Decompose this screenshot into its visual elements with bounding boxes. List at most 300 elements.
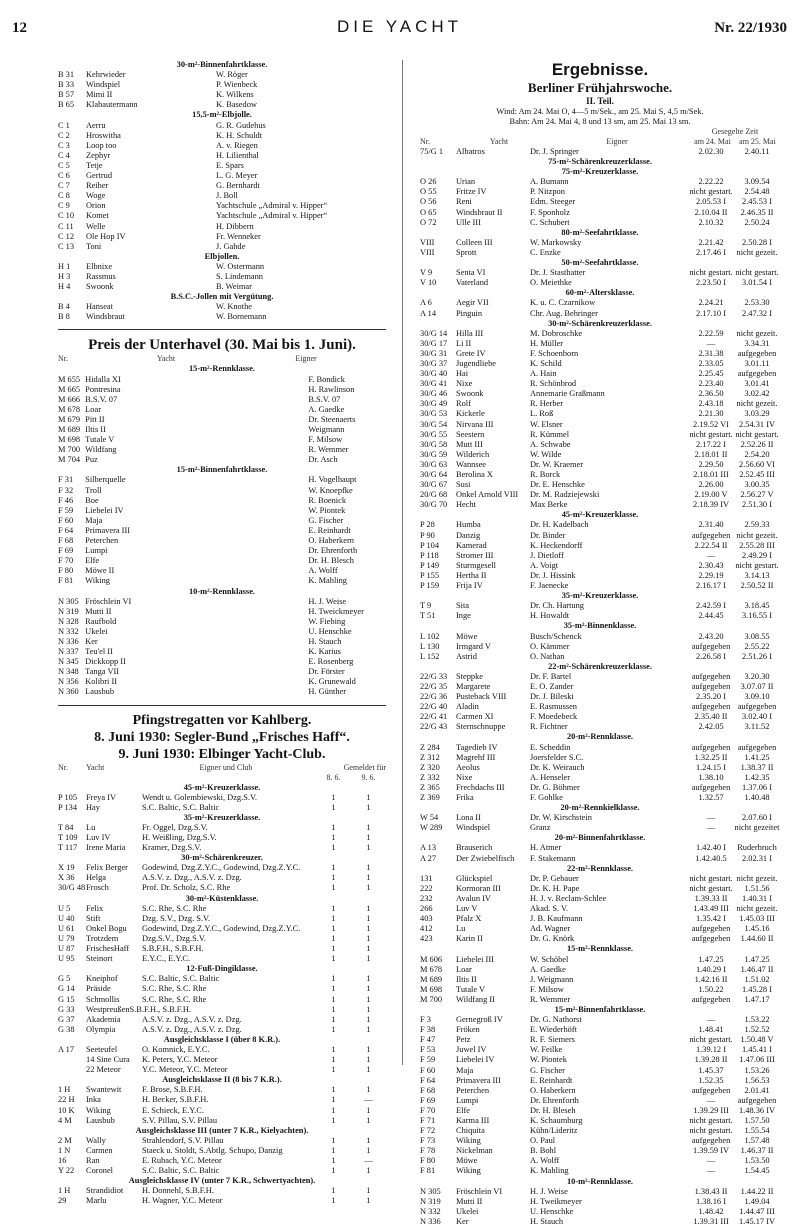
entry-yacht: Liebelei IV [85,505,124,515]
entry-owner: F. Stakemann [530,853,576,863]
class-title: 35-m²-Kreuzerklasse. [183,812,261,822]
entry-time2: aufgegeben [737,348,777,358]
entry-yacht: Kickerle [456,409,485,419]
entry-owner: A. Wolff [308,566,338,576]
list-item [58,100,386,110]
entry-time2: 2.45.53 I [741,197,772,207]
list-item [58,395,386,405]
entry-time2: 1.45.16 [744,924,770,934]
table-row [420,1156,780,1166]
list-item [58,405,386,415]
entry-day2: 1 [366,954,371,964]
entry-time2: 1.56.53 [744,1075,770,1085]
entry-yacht: Swantewit [86,1085,122,1095]
entry-yacht: Hilla III [456,328,484,338]
list-item [58,425,386,435]
entry-time2: 2.50.28 I [741,237,772,247]
entry-time1: 1.32.25 II [694,752,728,762]
entry-yacht: Humba [456,520,481,530]
entry-nr: 222 [420,883,433,893]
table-row [420,1106,780,1116]
entry-time1: 2.02.30 [698,147,724,156]
entry-nr: Z 312 [420,752,440,762]
entry-time2: 1.47.25 [744,954,770,964]
entry-time1: 2.18.01 II [694,449,728,459]
entry-owner: Yachtschule „Admiral v. Hipper“ [216,211,328,221]
entry-day2: 1 [366,1004,371,1014]
entry-owner: F. Milsow [530,984,564,994]
entry-time1: 2.16.17 I [695,581,726,591]
entry-day2: — [364,1156,373,1165]
entry-time2: 2.55.22 [744,641,770,651]
entry-yacht: Marlu [86,1196,107,1206]
entry-nr: 22/G 35 [420,681,448,691]
entry-time2: 2.56.27 V [740,490,774,500]
class-title: 30-m²-Binnenfahrtklasse. [176,60,268,69]
entry-nr: Z 365 [420,782,440,792]
table-row [420,722,780,732]
entry-yacht: Fröken [456,1025,480,1035]
entry-owner: H. Stauch [308,636,342,646]
entry-owner: W. Knothe [216,302,252,312]
entry-owner: H. Müller [530,338,564,348]
entry-nr: N 348 [58,667,79,677]
entry-yacht: Loar [456,964,472,974]
entry-time2: 1.48.36 IV [738,1105,776,1115]
entry-yacht: Troll [85,485,102,495]
table-row [420,924,780,934]
entry-yacht: Susi [456,480,471,490]
entry-yacht: Präside [86,984,111,994]
col-reported: Gemeldet für [343,762,386,772]
entry-nr: O 26 [420,177,437,187]
entry-yacht: Aladin [456,702,479,712]
table-row [420,985,780,995]
list-item [58,90,386,100]
list-item [58,506,386,516]
entry-day1: 1 [331,913,336,923]
entry-yacht: Astrid [456,651,477,661]
entry-yacht: Frechdachs III [456,782,505,792]
entry-nr: P 104 [420,540,440,550]
entry-yacht: Luv IV [86,833,111,842]
entry-yacht: Boe [85,495,99,505]
entry-nr: F 78 [420,1146,436,1156]
entry-time2: nicht gestart. [735,560,779,570]
entry-yacht: Hanseat [86,302,113,312]
entry-nr: 30/G 49 [420,399,448,409]
entry-nr: M 665 [58,384,81,394]
entry-day2: 1 [366,1196,371,1206]
entry-yacht: Margarete [456,681,491,691]
entry-nr: P 105 [58,792,78,802]
entry-yacht: Urian [456,177,476,187]
list-item [58,1095,386,1105]
entry-yacht: Juwel IV [456,1045,487,1055]
entry-yacht: Aeolus [456,762,480,772]
entry-nr: 30/G 41 [420,379,448,389]
entry-owner: Dr. W. Kraemer [530,459,584,469]
entry-yacht: Irmgard V [456,641,491,651]
entry-day2: 1 [366,1044,371,1054]
list-item [58,944,386,954]
entry-day2: 1 [366,873,371,883]
entry-yacht: Karma III [456,1116,490,1125]
table-row [420,248,780,258]
entry-time2: 3.00.35 [744,480,770,490]
entry-yacht: WestpreußenS.B.F.H., S.B.F.H. [86,1004,192,1014]
list-item [58,475,386,485]
table-row [420,1076,780,1086]
entry-owner: Kramer, Dzg.S.V. [142,843,202,853]
entry-nr: F 80 [58,566,74,576]
entry-yacht: Der Zwiebelfisch [456,853,515,863]
entry-owner: B. Weimar [216,282,252,292]
entry-yacht: Grete IV [456,348,486,358]
entry-time2: 1.45.17 IV [738,1216,776,1226]
entry-nr: M 700 [420,994,443,1004]
entry-owner: R. Schönbrod [530,379,577,389]
entry-nr: T 117 [58,843,78,853]
entry-time1: 2.44.45 [698,611,724,621]
class-title: 15-m²-Binnenfahrtklasse. [554,1004,646,1014]
list-item [58,121,386,131]
entry-yacht: Mutti II [85,606,112,616]
entry-time1: — [706,1166,716,1176]
col-nr: Nr. [420,137,430,146]
class-title: B.S.C.-Jollen mit Vergütung. [170,292,274,302]
list-item [58,1196,386,1206]
entry-owner: E. Wiederhöft [530,1025,577,1035]
entry-time1: 1.39.31 III [693,1216,729,1226]
entry-yacht: Fröschlein VI [85,596,132,606]
entry-day2: 1 [366,974,371,984]
entry-nr: F 64 [420,1075,436,1085]
entry-time1: 2.23.50 I [695,278,726,288]
table-row [420,632,780,642]
entry-nr: 2 M [58,1135,72,1145]
list-item [58,435,386,445]
table-row [420,995,780,1005]
entry-time1: 1.52.35 [698,1075,724,1085]
entry-nr: N 328 [58,616,79,626]
table-row [420,349,780,359]
entry-nr: 1 H [58,1186,71,1196]
entry-nr: M 704 [58,455,81,465]
entry-owner: Yachtschule „Admiral v. Hipper“ [216,201,328,211]
list-item [58,873,386,883]
entry-yacht: Brauserich [456,843,493,853]
entry-nr: U 95 [58,954,75,964]
entry-time1: 1.38.16 I [695,1196,726,1206]
class-title: 20-m²-Rennkielklasse. [560,803,640,813]
entry-time1: aufgegeben [691,681,731,691]
entry-yacht: Sternschnuppe [456,722,506,732]
entry-day2: 1 [366,944,371,954]
entry-owner: Dr. Ehrenforth [308,546,358,556]
entry-time1: 1.42.16 II [694,974,728,984]
list-item [58,607,386,617]
entry-yacht: Wiking [85,576,110,586]
entry-owner: W. Elsner [530,419,563,429]
entry-time2: 3.20.30 [744,671,770,681]
entry-nr: C 9 [58,201,70,211]
entry-owner: O. Paul [530,1136,556,1146]
list-item [58,843,386,853]
entry-yacht: Coronel [86,1166,113,1176]
entry-owner: Granz [530,823,551,833]
entry-yacht: Frija IV [456,581,483,591]
entry-nr: 30/G 48 [58,883,86,893]
entry-time1: aufgegeben [691,924,731,934]
entry-day1: 1 [331,1095,336,1105]
entry-yacht: Inka [86,1095,101,1105]
list-item [58,863,386,873]
list-item [58,262,386,272]
entry-time1: 2.10.04 II [694,207,728,217]
entry-owner: R. Wemmer [308,445,349,455]
entry-nr: C 5 [58,160,70,170]
entry-time1: aufgegeben [691,1136,731,1146]
entry-owner: W. Bornemann [216,312,267,322]
entry-time1: 2.43.18 [698,399,724,409]
entry-yacht: Möwe II [85,566,115,576]
column-header [58,773,386,783]
entry-nr: 29 [58,1196,67,1206]
table-row [420,894,780,904]
entry-nr: 30/G 53 [420,409,448,419]
entry-owner: S.C. Baltic, S.C. Baltic [142,1166,220,1176]
list-item [58,657,386,667]
class-title: 10-m²-Rennklasse. [566,1176,634,1186]
entry-nr: B 57 [58,90,75,100]
entry-time2: 1.44.47 III [739,1206,775,1216]
entry-day2: 1 [366,843,371,853]
entry-nr: N 305 [58,596,79,606]
entry-yacht: Sita [456,601,470,611]
entry-yacht: Kneiphof [86,974,118,984]
entry-nr: Z 284 [420,742,440,752]
table-row [420,430,780,440]
entry-owner: F. Milsow [308,435,343,445]
entry-time1: 2.19.52 VI [693,419,729,429]
entry-time2: 3.34.31 [744,338,770,348]
entry-time2: nicht gestart. [735,429,779,439]
entry-time2: aufgegeben [737,702,777,712]
entry-owner: O. Haberkern [308,536,354,546]
magazine-title: DIE YACHT [336,17,463,36]
entry-owner: O. Nathan [530,651,565,661]
entry-time2: 1.44.22 II [740,1186,774,1196]
entry-yacht: Reiher [86,181,109,191]
entry-time1: 2.33.05 [698,358,724,368]
entry-time2: 3.01.11 [744,358,770,368]
entry-time1: 2.23.40 [698,379,724,389]
entry-time2: 2.53.30 [744,298,770,308]
entry-yacht: Lumpi [456,1095,479,1105]
entry-owner: O. Kämmer [530,641,570,651]
entry-time2: 3.01.54 I [741,278,772,288]
right-column [420,60,780,1227]
entry-yacht: Onkel Bogu [86,923,127,933]
entry-nr [58,1065,86,1075]
entry-nr: 16 [58,1156,67,1165]
table-row [420,460,780,470]
list-item [58,934,386,944]
entry-nr: 403 [420,914,433,924]
entry-yacht: Silberquelle [85,475,126,485]
entry-day1: 1 [331,974,336,984]
list-item [58,201,386,211]
list-item [58,171,386,181]
entry-yacht: Tetje [86,160,103,170]
entry-time2: 2.01.41 [744,1085,770,1095]
entry-owner: H. Weißling, Dzg.S.V. [142,833,217,842]
entry-owner: Dr. W. Kirschstein [530,813,592,823]
entry-nr: 232 [420,893,433,903]
col-yacht: Yacht [489,137,509,146]
entry-yacht: Ukelei [456,1206,479,1216]
entry-yacht: Lumpi [85,546,108,556]
entry-owner: W. Wilde [530,449,562,459]
class-title: 30-m²-Schärenkreuzerklasse. [548,318,652,328]
entry-nr: F 68 [58,536,74,546]
entry-nr: VIII [420,237,435,247]
entry-time2: 3.18.45 [744,601,770,611]
entry-owner: E. Schieck, E.Y.C. [142,1105,204,1115]
entry-time1: 2.36.50 [698,389,724,399]
entry-time2: 3.09.54 [744,177,770,187]
list-item [58,445,386,455]
entry-nr: P 155 [420,570,440,580]
entry-nr: 30/G 40 [420,369,448,379]
entry-day2: 1 [366,923,371,933]
entry-time2: 2.54.48 [744,187,770,197]
entry-nr: N 332 [420,1206,441,1216]
entry-owner: J. Weigmann [530,974,574,984]
list-item [58,984,386,994]
entry-yacht: Maja [85,515,103,525]
entry-yacht: Lona II [456,813,481,823]
list-item [58,516,386,526]
entry-time2: 3.11.52 [744,722,770,732]
table-row [420,854,780,864]
entry-owner: G. Bernhardt [216,181,260,191]
entry-owner: H. Howaldt [530,611,570,621]
section-heading: Pfingstregatten vor Kahlberg. [132,712,312,728]
entry-owner: Strahlendorf, S.V. Pillau [142,1135,224,1145]
class-title: 75-m²-Kreuzerklasse. [561,167,639,177]
entry-yacht: Dickkopp II [85,657,126,667]
entry-time2: 3.07.07 II [740,681,774,691]
class-title: 15,5-m²-Elbjolle. [192,110,252,120]
entry-time1: 2.24.21 [698,298,724,308]
entry-day2: 1 [366,792,371,802]
entry-nr: 131 [420,873,433,883]
entry-nr: F 69 [58,546,74,556]
list-item [58,576,386,586]
col-spacer [420,127,690,137]
entry-time1: aufgegeben [691,1085,731,1095]
entry-time1: nicht gestart. [689,187,733,197]
entry-nr: 266 [420,904,433,914]
entry-owner: B.S.V. 07 [308,394,341,404]
entry-owner: A. Hain [530,369,557,379]
table-row [420,1217,780,1227]
entry-nr: N 356 [58,677,79,687]
entry-owner: Dr. G. Knörk [530,934,575,944]
entry-time1: 2.35.20 I [695,692,726,702]
entry-day2: — [364,1095,373,1105]
entry-owner: L. G. Meyer [216,171,258,181]
entry-yacht: Wally [86,1135,106,1145]
class-title: Elbjollen. [204,251,240,261]
entry-owner: H. Dibbern [216,221,254,231]
entry-owner: S.C. Rhe, S.C. Rhe [142,984,207,994]
entry-nr: M 666 [58,394,81,404]
table-row [420,359,780,369]
table-row [420,420,780,430]
entry-nr: W 289 [420,823,443,833]
entry-time2: 2.52.26 II [740,439,774,449]
table-row [420,1187,780,1197]
entry-owner: A.S.V. z. Dzg., A.S.V. z. Dzg. [142,1014,242,1024]
entry-time1: 2.17.10 I [695,308,726,318]
col-day1: am 24. Mai [694,137,731,146]
table-row [420,551,780,561]
col-owner: Eigner und Club [199,762,253,772]
class-title: Ausgleichsklasse I (über 8 K.R.). [163,1034,281,1044]
entry-nr: N 319 [420,1196,441,1206]
entry-nr: U 40 [58,913,75,923]
entry-owner: K. Grunewald [308,677,356,687]
entry-owner: H. J. Weise [530,1186,568,1196]
entry-nr: C 11 [58,221,74,231]
entry-nr: G 15 [58,994,75,1004]
entry-owner: H. Rawlinson [308,384,355,394]
entry-time2: 1.40.31 I [741,893,772,903]
table-row [420,561,780,571]
entry-nr: O 55 [420,187,437,197]
entry-yacht: Olympia [86,1024,116,1034]
list-item [58,486,386,496]
entry-yacht: Elbnixe [86,261,113,271]
entry-day1: 1 [331,923,336,933]
list-item [58,904,386,914]
results-title: Ergebnisse. [551,60,649,79]
table-row [420,278,780,288]
list-item [58,302,386,312]
entry-time1: 2.05.53 I [695,197,726,207]
table-row [420,581,780,591]
entry-day2: 1 [366,1024,371,1034]
entry-time1: 1.39.28 II [694,1055,728,1065]
list-item [58,556,386,566]
entry-yacht: Glückspiel [456,873,493,883]
list-item [58,793,386,803]
entry-yacht: Inge [456,611,471,621]
entry-nr: F 53 [420,1045,436,1055]
entry-owner: Dr. Asch [308,455,338,465]
table-row [420,934,780,944]
entry-time1: nicht gestart. [689,873,733,883]
entry-owner: Dr. Binder [530,530,566,540]
entry-yacht: Swoonk [456,389,484,399]
entry-nr: F 70 [58,556,74,566]
entry-time1: — [706,813,716,823]
class-title: 45-m²-Kreuzerklasse. [183,782,261,792]
entry-yacht: B.S.V. 07 [85,394,118,404]
